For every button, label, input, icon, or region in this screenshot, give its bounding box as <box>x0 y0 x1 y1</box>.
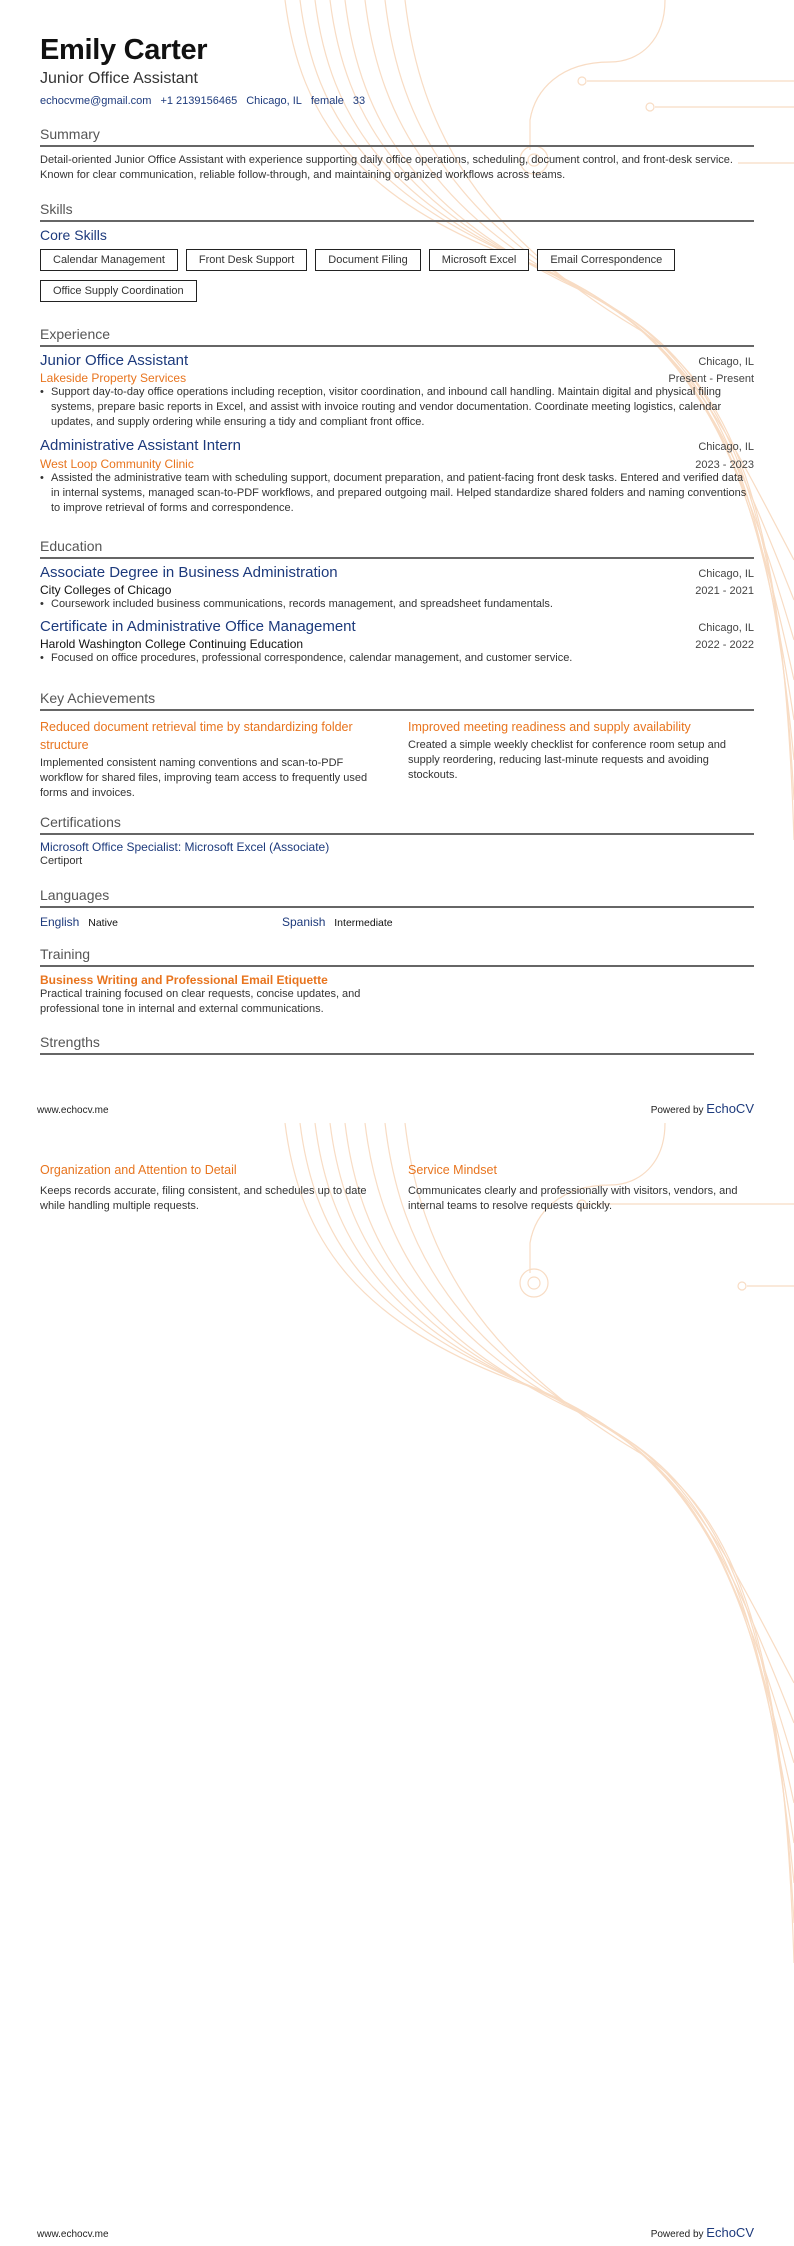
training-title: Business Writing and Professional Email Etiquette <box>40 973 328 987</box>
contact-gender: female <box>310 95 344 107</box>
candidate-title: Junior Office Assistant <box>40 70 198 87</box>
skill-group-title: Core Skills <box>40 227 107 243</box>
language-level: Native <box>88 917 119 929</box>
section-heading: Key Achievements <box>40 690 754 711</box>
job-location: Chicago, IL <box>698 356 754 368</box>
contact-email[interactable]: echocvme@gmail.com <box>40 95 152 107</box>
contact-location: Chicago, IL <box>246 95 302 107</box>
achievement-item <box>40 718 386 801</box>
section-heading: Strengths <box>40 1034 754 1055</box>
training-section <box>40 946 754 1017</box>
training-text: Practical training focused on clear requests, concise updates, and professional tone in internal and external communications. <box>40 988 361 1015</box>
job-bullet: • Support day-to-day office operations including reception, visitor coordination, and inbound call handling. Maintain digital and physical filing systems, prepare basic reports in Excel, and assist with invoice routing and vendor documentation. Coordinate meeting logistics, calendar updates, and supply ordering while ensuring a tidy and compliant front office. <box>40 385 754 430</box>
skill-tag: Microsoft Excel <box>429 249 530 271</box>
skill-tag: Document Filing <box>315 249 420 271</box>
school: City Colleges of Chicago <box>40 583 172 597</box>
job-company: West Loop Community Clinic <box>40 457 194 471</box>
section-heading: Summary <box>40 126 754 147</box>
summary-section <box>40 126 754 183</box>
footer-site-link[interactable]: www.echocv.me <box>37 2229 109 2240</box>
achievement-title: Reduced document retrieval time by standardizing folder structure <box>40 720 353 752</box>
footer-powered-label: Powered by <box>650 2229 704 2240</box>
background-decoration-page2 <box>0 1123 794 2246</box>
degree: Associate Degree in Business Administration <box>40 564 338 581</box>
education-entry <box>40 564 754 612</box>
achievement-text: Created a simple weekly checklist for conference room setup and supply reordering, reducing last-minute requests and avoiding stockouts. <box>408 739 726 781</box>
language-name: English <box>40 915 80 929</box>
contact-age: 33 <box>352 95 366 107</box>
skill-tag: Calendar Management <box>40 249 178 271</box>
experience-section <box>40 326 754 516</box>
strengths-items <box>40 1161 754 1214</box>
certifications-section <box>40 814 754 869</box>
edu-location: Chicago, IL <box>698 622 754 634</box>
strength-title: Organization and Attention to Detail <box>40 1163 237 1177</box>
edu-bullet: • Focused on office procedures, professional correspondence, calendar management, and customer service. <box>40 651 754 666</box>
footer-brand[interactable]: EchoCV <box>706 2225 754 2240</box>
strength-title: Service Mindset <box>408 1163 497 1177</box>
strengths-section <box>40 1034 754 1055</box>
language-level: Intermediate <box>334 917 393 929</box>
skills-section <box>40 201 754 302</box>
achievement-text: Implemented consistent naming conventions and scan-to-PDF workflow for shared files, improving team access to frequently used forms and invoices. <box>40 757 368 799</box>
footer-brand[interactable]: EchoCV <box>706 1101 754 1116</box>
job-dates: Present - Present <box>668 373 754 385</box>
footer-site-link[interactable]: www.echocv.me <box>37 1105 109 1116</box>
certification-issuer: Certiport <box>40 855 83 867</box>
languages-section <box>40 887 754 931</box>
page-footer-2 <box>37 2225 754 2240</box>
job-title: Administrative Assistant Intern <box>40 437 241 454</box>
certification-name: Microsoft Office Specialist: Microsoft Excel (Associate) <box>40 840 330 854</box>
language-name: Spanish <box>282 915 326 929</box>
skill-tag: Email Correspondence <box>537 249 675 271</box>
education-section <box>40 538 754 666</box>
section-heading: Experience <box>40 326 754 347</box>
job-title: Junior Office Assistant <box>40 352 189 369</box>
section-heading: Skills <box>40 201 754 222</box>
strength-text: Keeps records accurate, filing consistent, and schedules up to date while handling multiple requests. <box>40 1185 367 1212</box>
achievement-item <box>408 718 754 801</box>
education-entry <box>40 618 754 666</box>
strength-item <box>40 1161 386 1214</box>
job-company: Lakeside Property Services <box>40 371 187 385</box>
job-dates: 2023 - 2023 <box>695 459 754 471</box>
job-bullet: • Assisted the administrative team with scheduling support, document preparation, and patient-facing front desk tasks. Entered and verified data in internal systems, managed scan-to-PDF workflows, and prepared outgoing mail. Helped standardize shared folders and naming conventions to improve retrieval of forms and correspondence. <box>40 471 754 516</box>
section-heading: Languages <box>40 887 754 908</box>
page-footer <box>37 1101 754 1116</box>
contact-info <box>40 95 365 107</box>
footer-powered-label: Powered by <box>650 1105 704 1116</box>
edu-dates: 2021 - 2021 <box>695 585 754 597</box>
language-item <box>40 913 282 931</box>
edu-bullet: • Coursework included business communications, records management, and spreadsheet fundamentals. <box>40 597 754 612</box>
section-heading: Training <box>40 946 754 967</box>
edu-location: Chicago, IL <box>698 568 754 580</box>
candidate-name: Emily Carter <box>40 34 208 66</box>
contact-phone[interactable]: +1 2139156465 <box>160 95 238 107</box>
section-heading: Education <box>40 538 754 559</box>
strength-item <box>408 1161 754 1214</box>
degree: Certificate in Administrative Office Management <box>40 618 356 635</box>
achievements-section <box>40 690 754 801</box>
strength-text: Communicates clearly and professionally with visitors, vendors, and internal teams to resolve requests quickly. <box>408 1185 738 1212</box>
experience-entry <box>40 437 754 516</box>
edu-dates: 2022 - 2022 <box>695 639 754 651</box>
skill-tags <box>40 249 740 302</box>
section-heading: Certifications <box>40 814 754 835</box>
school: Harold Washington College Continuing Education <box>40 637 304 651</box>
language-item <box>282 913 393 931</box>
job-location: Chicago, IL <box>698 441 754 453</box>
skill-tag: Front Desk Support <box>186 249 307 271</box>
achievement-title: Improved meeting readiness and supply availability <box>408 720 691 734</box>
skill-tag: Office Supply Coordination <box>40 280 197 302</box>
summary-text: Detail-oriented Junior Office Assistant with experience supporting daily office operations, scheduling, document control, and front-desk service. Known for clear communication, reliable follow-through, and maintaining organized workflows across teams. <box>40 154 733 181</box>
experience-entry <box>40 352 754 430</box>
